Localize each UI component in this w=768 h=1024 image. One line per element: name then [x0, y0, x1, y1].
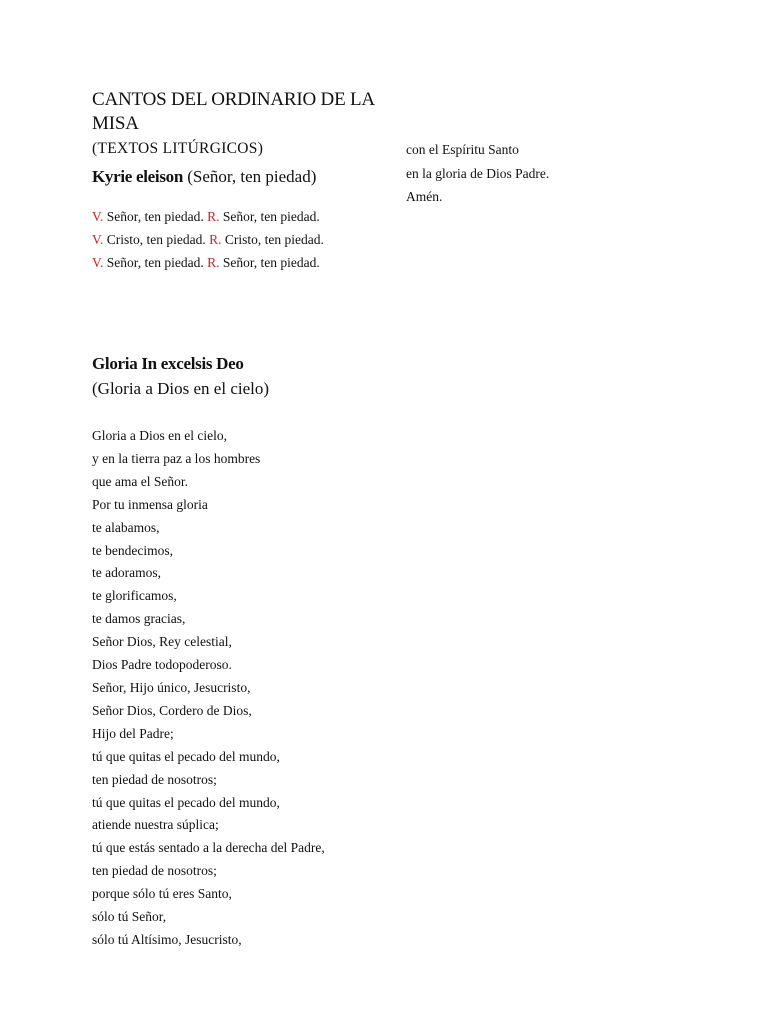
gloria-line: Señor Dios, Cordero de Dios,	[92, 702, 252, 718]
gloria-line: Señor, Hijo único, Jesucristo,	[92, 679, 251, 695]
right-column	[406, 138, 726, 209]
gloria-line: y en la tierra paz a los hombres	[92, 450, 261, 466]
gloria-line: Gloria a Dios en el cielo,	[92, 428, 227, 443]
versicle-mark: V.	[92, 255, 104, 270]
kyrie-response-line	[92, 251, 392, 274]
kyrie-response-line	[92, 228, 392, 251]
gloria-line: atiende nuestra súplica;	[92, 817, 219, 833]
gloria-continuation-line: con el Espíritu Santo	[406, 142, 519, 157]
response-text: Cristo, ten piedad.	[221, 232, 324, 247]
gloria-line: te damos gracias,	[92, 611, 186, 627]
kyrie-response-line	[92, 205, 392, 228]
gloria-line: sólo tú Señor,	[92, 909, 167, 925]
response-text: Señor, ten piedad.	[219, 209, 320, 224]
gloria-line: te adoramos,	[92, 565, 161, 581]
gloria-line: te glorificamos,	[92, 588, 177, 604]
response-text: Señor, ten piedad.	[219, 255, 320, 270]
gloria-heading: Gloria In excelsis Deo	[92, 354, 244, 373]
response-mark: R.	[209, 232, 222, 247]
response-mark: R.	[207, 255, 220, 270]
gloria-line: ten piedad de nosotros;	[92, 863, 217, 879]
versicle-text: Señor, ten piedad.	[103, 255, 208, 270]
gloria-subheading: (Gloria a Dios en el cielo)	[92, 379, 270, 398]
gloria-line: Dios Padre todopoderoso.	[92, 657, 232, 673]
versicle-text: Cristo, ten piedad.	[103, 232, 210, 247]
kyrie-responses	[92, 205, 392, 274]
gloria-line: tú que quitas el pecado del mundo,	[92, 748, 280, 764]
gloria-line: te alabamos,	[92, 519, 160, 535]
gloria-continuation-line: en la gloria de Dios Padre.	[406, 165, 550, 181]
kyrie-heading-translation: (Señor, ten piedad)	[183, 167, 317, 186]
gloria-line: tú que estás sentado a la derecha del Padre,	[92, 840, 325, 856]
gloria-text	[92, 425, 392, 952]
versicle-mark: V.	[92, 232, 104, 247]
gloria-line: Por tu inmensa gloria	[92, 496, 208, 512]
response-mark: R.	[207, 209, 220, 224]
gloria-line: tú que quitas el pecado del mundo,	[92, 794, 280, 810]
gloria-line: Hijo del Padre;	[92, 725, 174, 741]
gloria-line: sólo tú Altísimo, Jesucristo,	[92, 931, 242, 947]
gloria-line: ten piedad de nosotros;	[92, 771, 217, 787]
versicle-mark: V.	[92, 209, 104, 224]
gloria-line: te bendecimos,	[92, 542, 173, 558]
gloria-continuation-line: Amén.	[406, 189, 443, 204]
document-title: CANTOS DEL ORDINARIO DE LA MISA	[92, 89, 374, 134]
left-column	[92, 88, 392, 952]
document-subtitle: (TEXTOS LITÚRGICOS)	[92, 140, 264, 157]
versicle-text: Señor, ten piedad.	[103, 209, 208, 224]
kyrie-heading	[92, 166, 392, 188]
gloria-line: que ama el Señor.	[92, 473, 188, 489]
gloria-line: Señor Dios, Rey celestial,	[92, 634, 232, 650]
gloria-line: porque sólo tú eres Santo,	[92, 886, 232, 902]
kyrie-heading-latin: Kyrie eleison	[92, 167, 183, 186]
